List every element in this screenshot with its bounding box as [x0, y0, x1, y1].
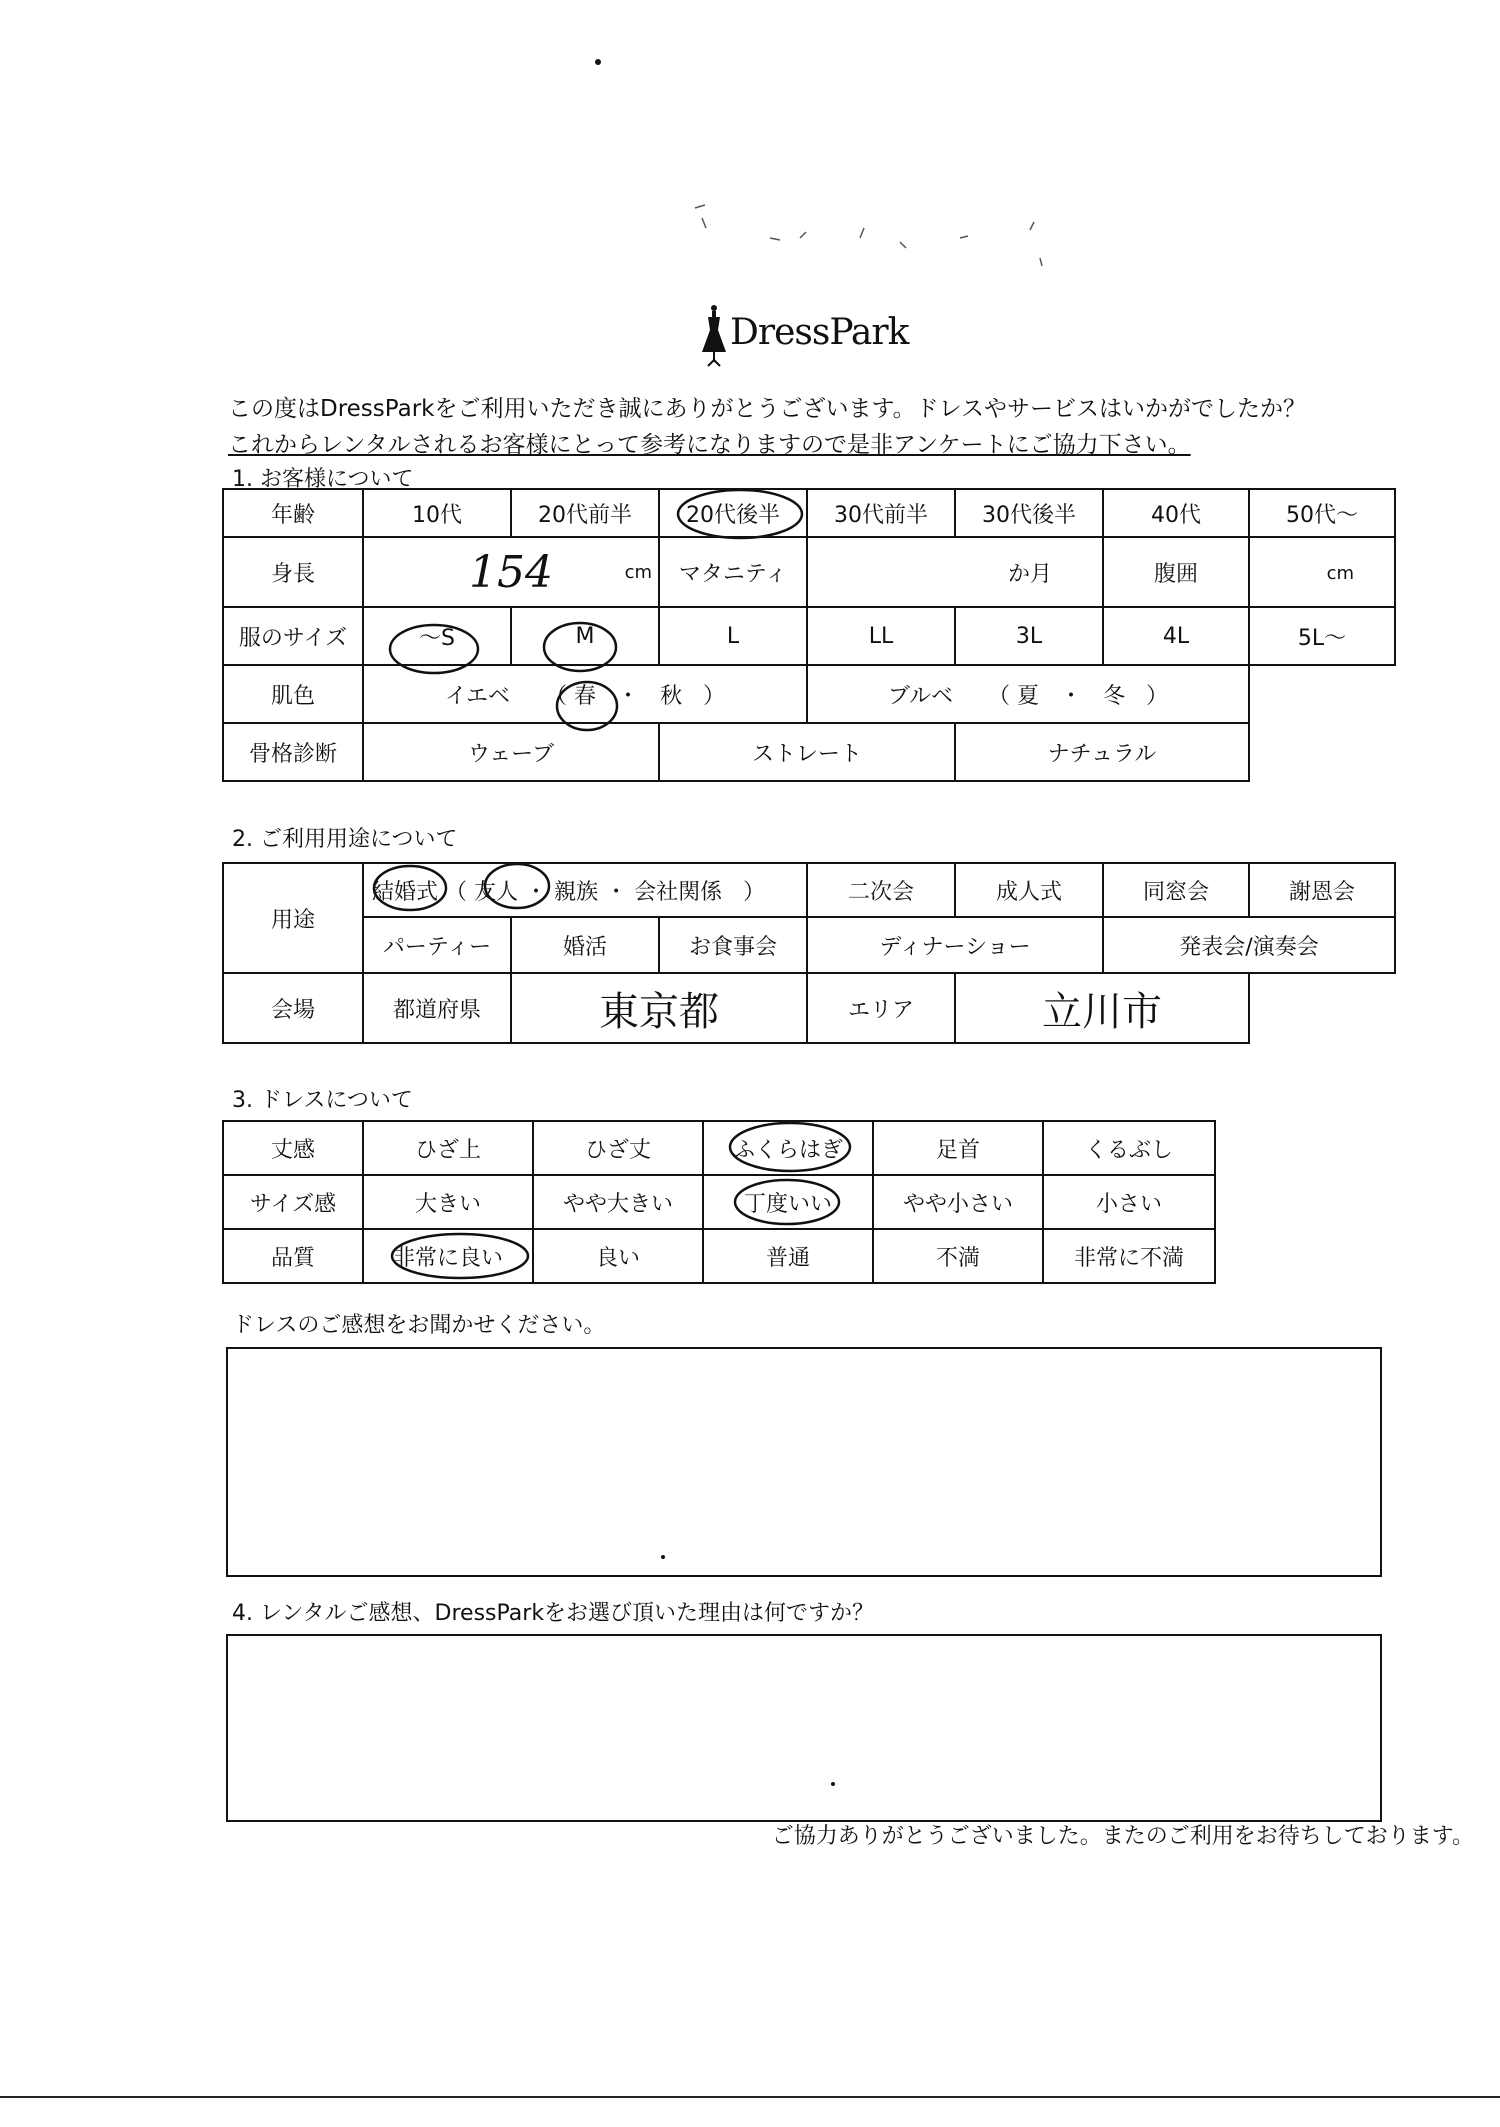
size-option[interactable]: M [511, 607, 659, 665]
age-option[interactable]: 20代前半 [511, 489, 659, 537]
separator-dot: ・ [605, 879, 628, 905]
dress-comment-box[interactable] [226, 1347, 1382, 1577]
separator-dot: ・ [1060, 683, 1083, 709]
rental-comment-box[interactable] [226, 1634, 1382, 1822]
paren-close: ） [743, 879, 766, 905]
height-unit: cm [624, 562, 652, 583]
wedding-company[interactable]: 会社関係 [634, 879, 723, 905]
separator-dot: ・ [525, 879, 548, 905]
paren-close: ） [703, 683, 726, 709]
purpose-option[interactable]: 二次会 [807, 863, 955, 917]
height-value: 154 [469, 546, 553, 598]
frame-option[interactable]: ウェーブ [363, 723, 659, 781]
section-4-title: 4. レンタルご感想、DressParkをお選び頂いた理由は何ですか？ [232, 1601, 875, 1626]
purpose-option[interactable]: 謝恩会 [1249, 863, 1395, 917]
dress-table [222, 1120, 1216, 1284]
dress-comment-label: ドレスのご感想をお聞かせください。 [232, 1313, 606, 1338]
length-option[interactable]: ひざ上 [363, 1121, 533, 1175]
age-option[interactable]: 40代 [1103, 489, 1249, 537]
maternity-unit: か月 [1007, 561, 1052, 587]
section-1-title: 1. お客様について [232, 467, 414, 492]
height-field[interactable] [363, 537, 659, 607]
waist-label: 腹囲 [1103, 537, 1249, 607]
skin-yellow-option[interactable] [363, 665, 807, 723]
frame-label: 骨格診断 [223, 723, 363, 781]
fit-option[interactable]: やや大きい [533, 1175, 703, 1229]
purpose-option[interactable]: 婚活 [511, 917, 659, 973]
size-option[interactable]: ～S [363, 607, 511, 665]
skin-spring[interactable]: 春 [574, 683, 597, 709]
size-option[interactable]: L [659, 607, 807, 665]
empty-cell [1249, 665, 1395, 723]
section-3-title: 3. ドレスについて [232, 1088, 413, 1113]
purpose-option[interactable]: 発表会/演奏会 [1103, 917, 1395, 973]
age-option[interactable]: 50代～ [1249, 489, 1395, 537]
customer-table [222, 488, 1396, 782]
skin-label: 肌色 [223, 665, 363, 723]
section-2-title: 2. ご利用用途について [232, 827, 458, 852]
fit-option[interactable]: やや小さい [873, 1175, 1043, 1229]
quality-option[interactable]: 非常に不満 [1043, 1229, 1215, 1283]
scan-edge-line [0, 2096, 1500, 2098]
fit-option[interactable]: 大きい [363, 1175, 533, 1229]
wedding-friend[interactable]: 友人 [474, 879, 519, 905]
fit-option[interactable]: 小さい [1043, 1175, 1215, 1229]
quality-option[interactable]: 普通 [703, 1229, 873, 1283]
thanks-message: ご協力ありがとうございました。またのご利用をお待ちしております。 [771, 1824, 1474, 1849]
quality-option[interactable]: 良い [533, 1229, 703, 1283]
brand-name: DressPark [730, 312, 909, 353]
paren-open: （ [545, 683, 568, 709]
purpose-table [222, 862, 1396, 1044]
paren-close: ） [1146, 683, 1169, 709]
intro-line-2: これからレンタルされるお客様にとって参考になりますので是非アンケートにご協力下さい。 [228, 432, 1191, 458]
quality-option[interactable]: 非常に良い [363, 1229, 533, 1283]
maternity-field[interactable] [807, 537, 1103, 607]
prefecture-value: 東京都 [599, 988, 719, 1035]
fit-label: サイズ感 [223, 1175, 363, 1229]
dress-icon [700, 300, 728, 380]
quality-label: 品質 [223, 1229, 363, 1283]
length-option[interactable]: 足首 [873, 1121, 1043, 1175]
prefecture-field[interactable] [511, 973, 807, 1043]
skin-autumn[interactable]: 秋 [660, 683, 683, 709]
intro-line-1: この度はDressParkをご利用いただき誠にありがとうございます。ドレスやサービスはいかがでしたか？ [228, 396, 1306, 422]
paren-open: （ [445, 879, 468, 905]
purpose-option[interactable]: 同窓会 [1103, 863, 1249, 917]
skin-summer[interactable]: 夏 [1017, 683, 1040, 709]
wedding-option[interactable] [363, 863, 807, 917]
length-label: 丈感 [223, 1121, 363, 1175]
size-label: 服のサイズ [223, 607, 363, 665]
waist-field[interactable] [1249, 537, 1395, 607]
area-value: 立川市 [1042, 988, 1162, 1035]
purpose-option[interactable]: ディナーショー [807, 917, 1103, 973]
wedding-relative[interactable]: 親族 [554, 879, 599, 905]
purpose-label: 用途 [223, 863, 363, 973]
skin-winter[interactable]: 冬 [1103, 683, 1126, 709]
separator-dot: ・ [617, 683, 640, 709]
maternity-label: マタニティ [659, 537, 807, 607]
area-field[interactable] [955, 973, 1249, 1043]
paren-open: （ [988, 683, 1011, 709]
frame-option[interactable]: ナチュラル [955, 723, 1249, 781]
age-option[interactable]: 10代 [363, 489, 511, 537]
venue-label: 会場 [223, 973, 363, 1043]
scan-specks-top [695, 205, 1042, 266]
length-option[interactable]: くるぶし [1043, 1121, 1215, 1175]
purpose-option[interactable]: 成人式 [955, 863, 1103, 917]
height-label: 身長 [223, 537, 363, 607]
wedding-label: 結婚式 [372, 879, 439, 905]
size-option[interactable]: 5L～ [1249, 607, 1395, 665]
length-option[interactable]: ふくらはぎ [703, 1121, 873, 1175]
purpose-option[interactable]: お食事会 [659, 917, 807, 973]
quality-option[interactable]: 不満 [873, 1229, 1043, 1283]
age-option[interactable]: 30代前半 [807, 489, 955, 537]
empty-cell [1249, 723, 1395, 781]
skin-yellow-label: イエベ [444, 683, 511, 709]
size-option[interactable]: 3L [955, 607, 1103, 665]
size-option[interactable]: 4L [1103, 607, 1249, 665]
prefecture-label: 都道府県 [363, 973, 511, 1043]
skin-blue-option[interactable] [807, 665, 1249, 723]
skin-blue-label: ブルベ [887, 683, 954, 709]
brand-logo [700, 300, 920, 380]
waist-unit: cm [1326, 562, 1354, 584]
age-option[interactable]: 30代後半 [955, 489, 1103, 537]
scan-speck [595, 59, 601, 65]
area-label: エリア [807, 973, 955, 1043]
fit-option[interactable]: 丁度いい [703, 1175, 873, 1229]
frame-option[interactable]: ストレート [659, 723, 955, 781]
age-label: 年齢 [223, 489, 363, 537]
size-option[interactable]: LL [807, 607, 955, 665]
length-option[interactable]: ひざ丈 [533, 1121, 703, 1175]
empty-cell [1249, 973, 1395, 1043]
purpose-option[interactable]: パーティー [363, 917, 511, 973]
age-option[interactable]: 20代後半 [659, 489, 807, 537]
